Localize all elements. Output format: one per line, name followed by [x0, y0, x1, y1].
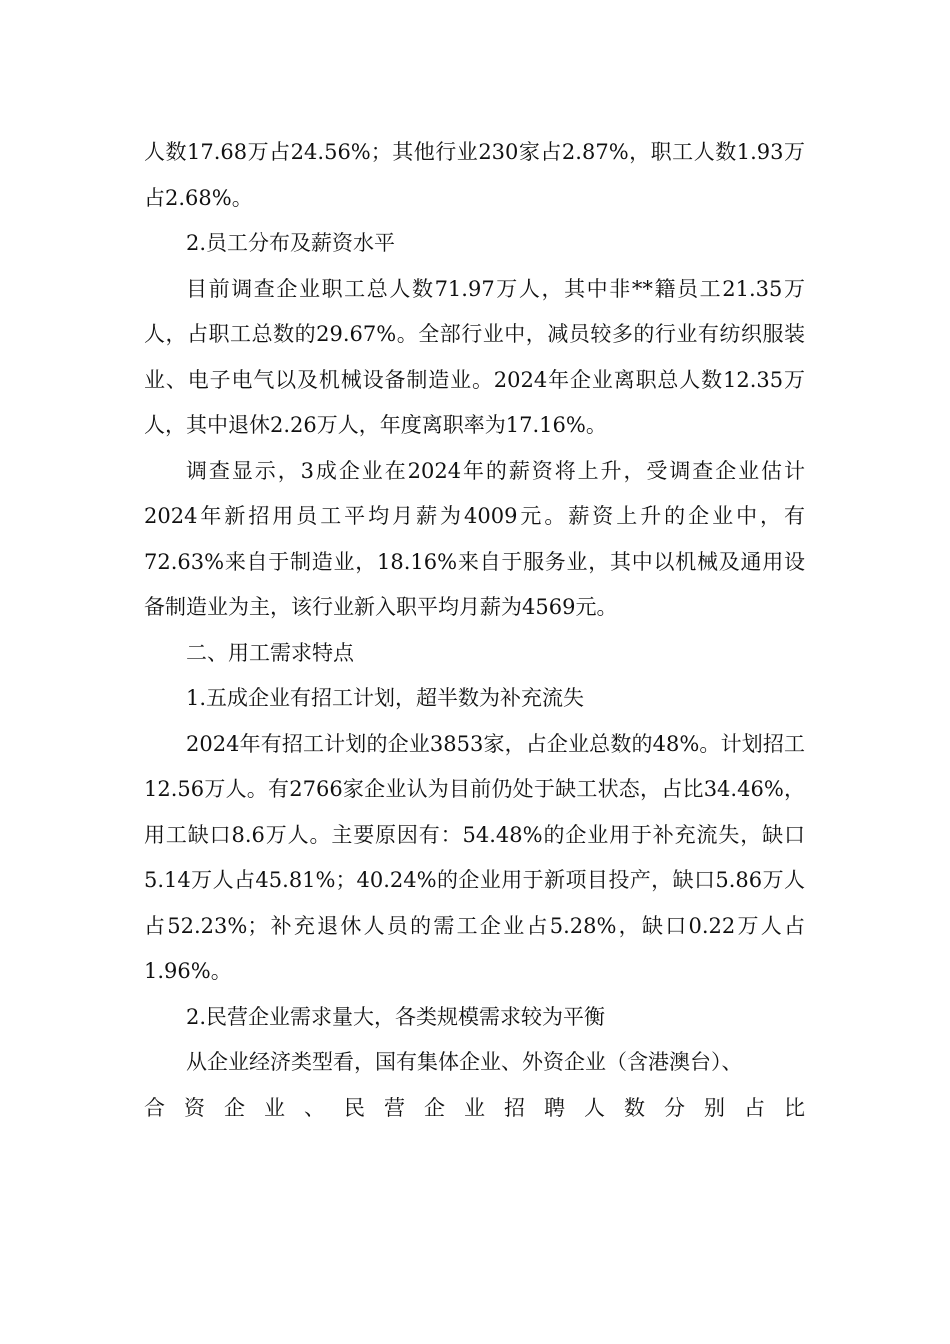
paragraph-employee-count: 目前调查企业职工总人数71.97万人，其中非**籍员工21.35万人，占职工总数的29.67%。全部行业中，减员较多的行业有纺织服装业、电子电气以及机械设备制造业。2024年企业离职总人数12.35万人，其中退休2.26万人，年度离职率为17.16%。: [144, 276, 805, 437]
document-body: [144, 130, 805, 1131]
section-heading-demand: 二、用工需求特点: [186, 640, 354, 665]
paragraph-enterprise-type-cont: 合资企业、民营企业招聘人数分别占比: [144, 1095, 805, 1120]
subheading-private-enterprise: 2.民营企业需求量大，各类规模需求较为平衡: [186, 1004, 606, 1029]
paragraph-recruitment: 2024年有招工计划的企业3853家，占企业总数的48%。计划招工12.56万人。有2766家企业认为目前仍处于缺工状态，占比34.46%，用工缺口8.6万人。主要原因有：54.48%的企业用于补充流失，缺口5.14万人占45.81%；40.24%的企业用于新项目投产，缺口5.86万人占52.23%；补充退休人员的需工企业占5.28%，缺口0.22万人占1.96%。: [144, 731, 805, 983]
subheading-recruitment-plan: 1.五成企业有招工计划，超半数为补充流失: [186, 686, 585, 710]
paragraph-continuation: 人数17.68万占24.56%；其他行业230家占2.87%，职工人数1.93万占2.68%。: [144, 140, 805, 210]
subheading-employee-distribution: 2.员工分布及薪资水平: [186, 231, 396, 255]
paragraph-enterprise-type: 从企业经济类型看，国有集体企业、外资企业（含港澳台）、: [186, 1050, 743, 1074]
paragraph-salary: 调查显示，3成企业在2024年的薪资将上升，受调查企业估计2024年新招用员工平均月薪为4009元。薪资上升的企业中，有72.63%来自于制造业，18.16%来自于服务业，其中以机械及通用设备制造业为主，该行业新入职平均月薪为4569元。: [144, 458, 805, 619]
